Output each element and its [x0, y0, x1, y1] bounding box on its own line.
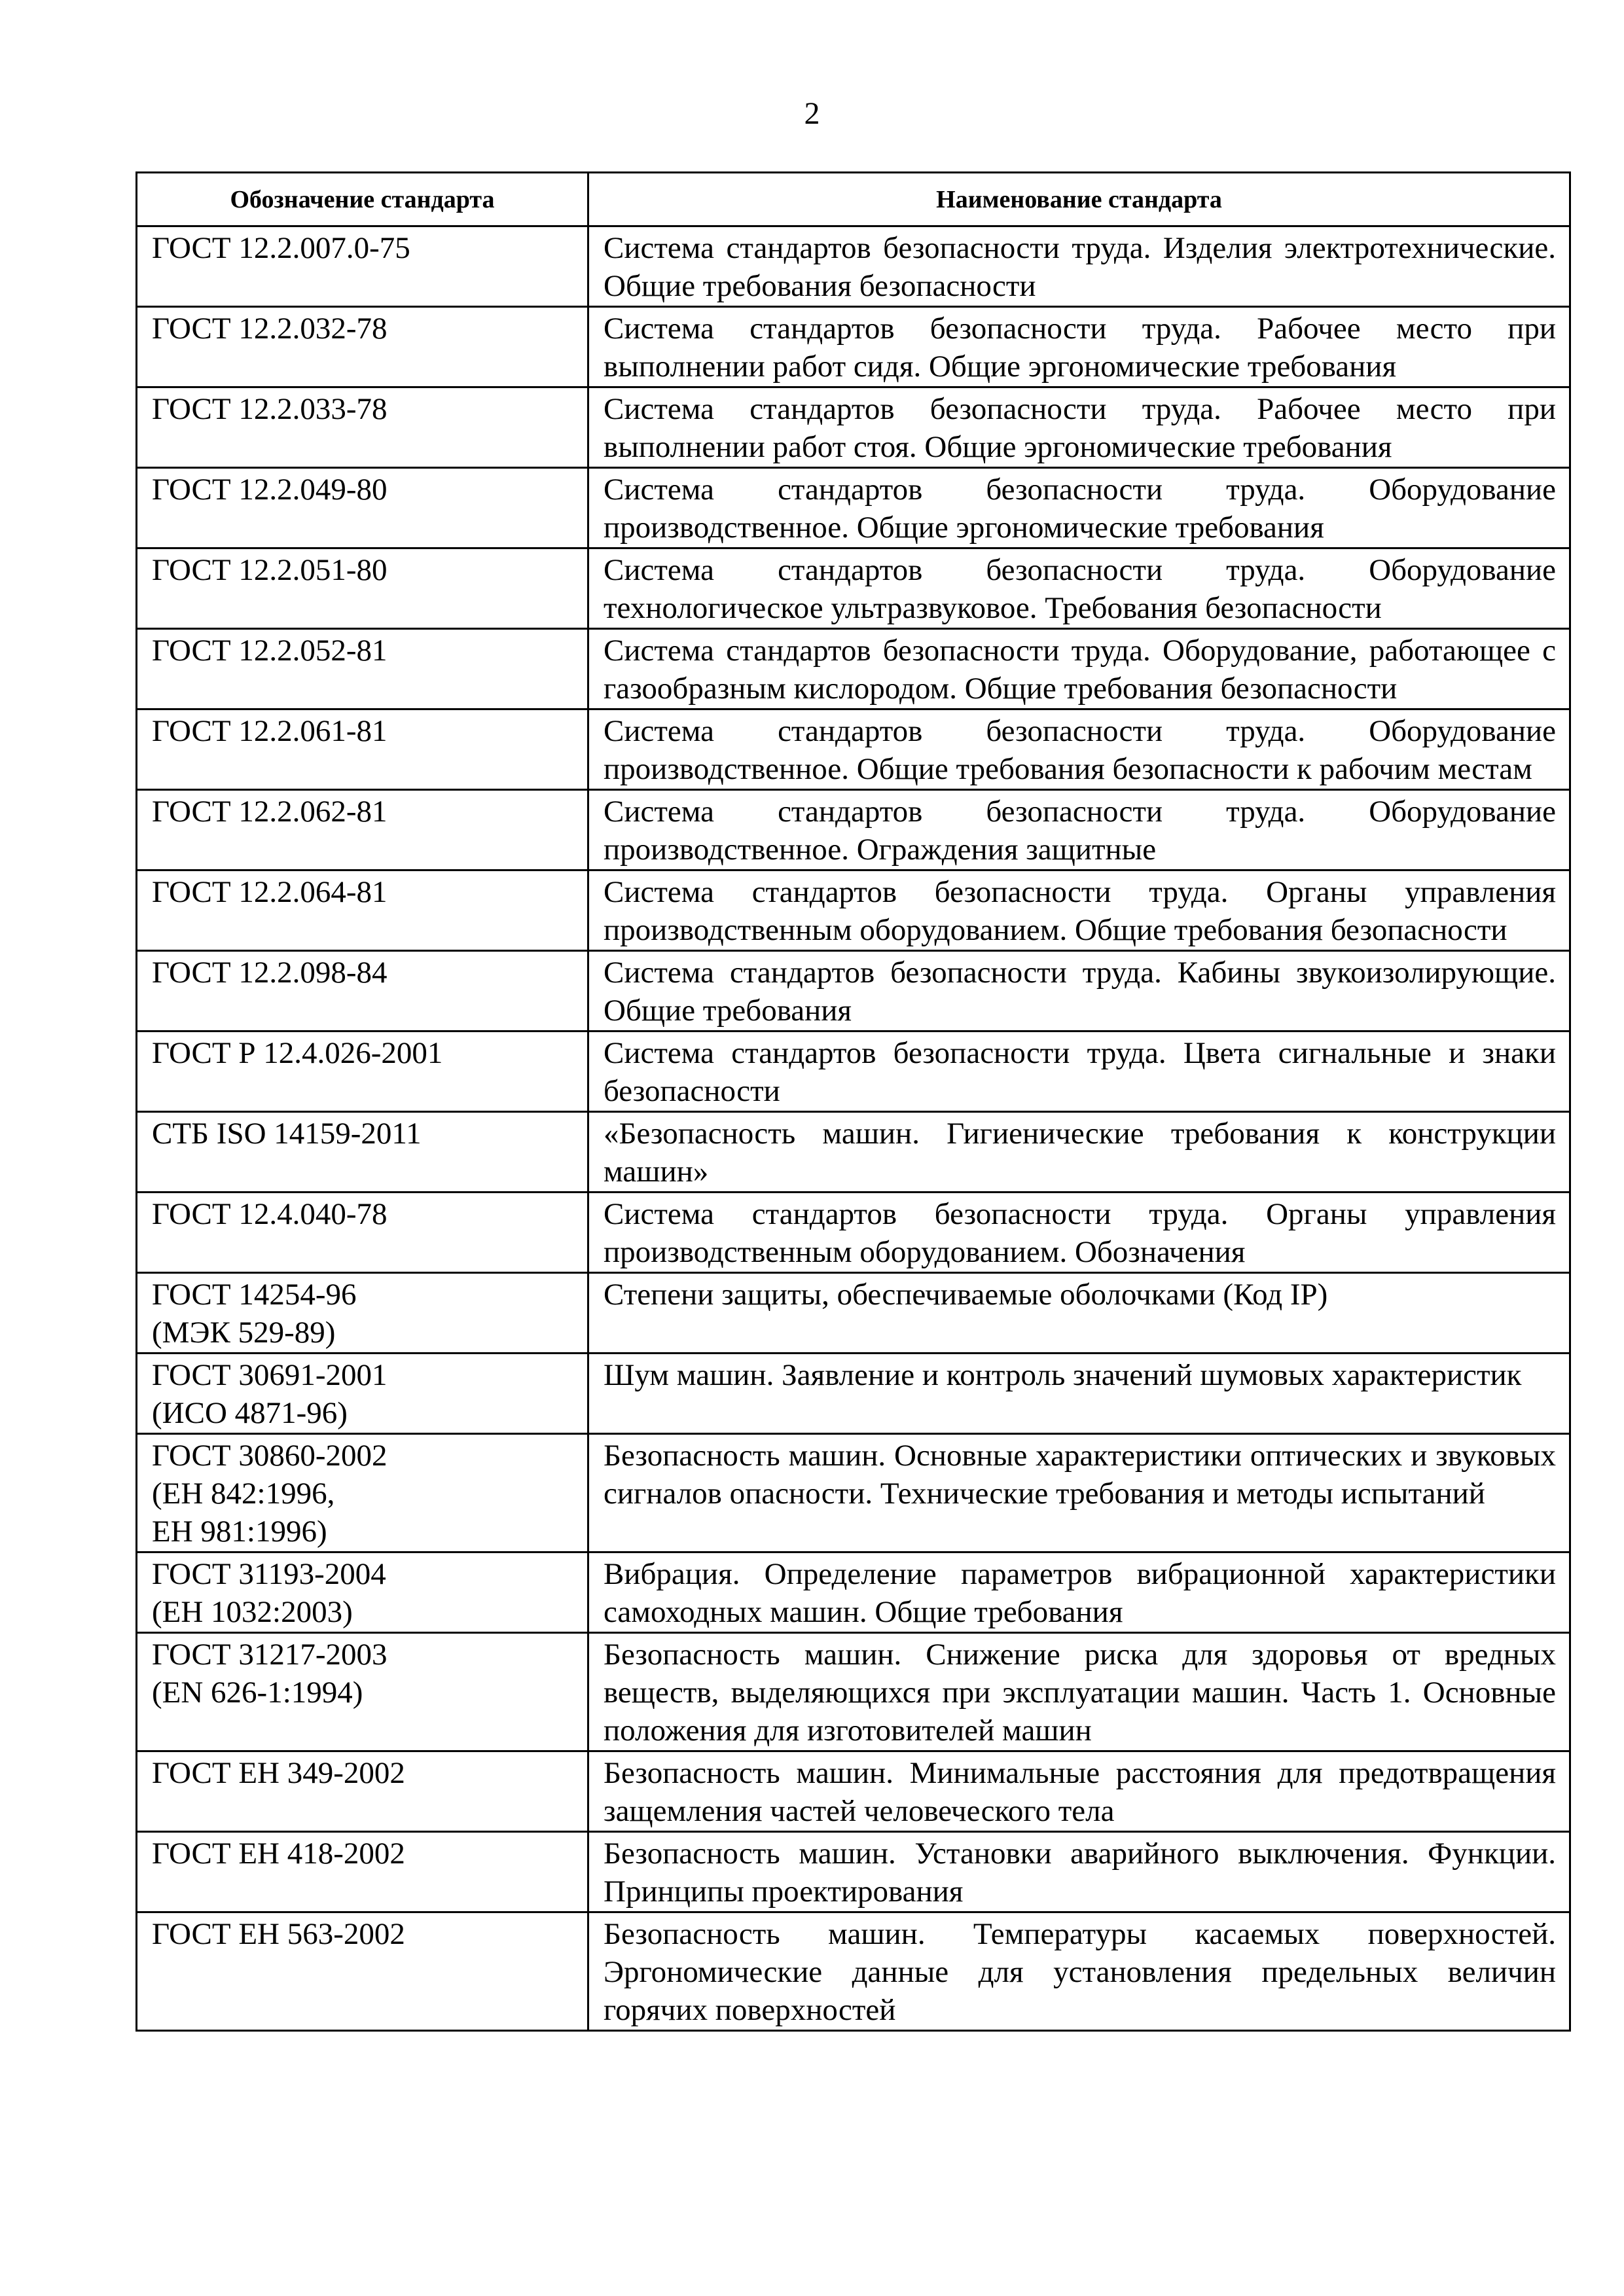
- standard-name: Система стандартов безопасности труда. Органы управления производственным оборудованием. Обозначения: [588, 1193, 1570, 1273]
- standard-designation: ГОСТ 12.2.052-81: [152, 634, 388, 668]
- standard-name: Шум машин. Заявление и контроль значений шумовых характеристик: [588, 1354, 1570, 1434]
- standard-designation-cell: [137, 629, 588, 709]
- standard-designation: ГОСТ 30691-2001: [152, 1358, 388, 1392]
- standard-designation-cell: [137, 1354, 588, 1434]
- standard-name: Система стандартов безопасности труда. Органы управления производственным оборудованием. Общие требования безопасности: [588, 870, 1570, 951]
- standard-designation-cell: [137, 1751, 588, 1832]
- standard-designation: ГОСТ 14254-96: [152, 1278, 357, 1312]
- standard-designation: (EN 626-1:1994): [152, 1676, 363, 1710]
- standard-designation-cell: [137, 307, 588, 387]
- standard-designation: ГОСТ 12.2.064-81: [152, 875, 388, 909]
- standard-designation-cell: [137, 709, 588, 790]
- standard-designation: (ЕН 842:1996,: [152, 1477, 335, 1511]
- standard-designation-cell: [137, 1832, 588, 1912]
- standard-designation: ГОСТ 12.2.098-84: [152, 956, 388, 990]
- standard-name: Безопасность машин. Установки аварийного выключения. Функции. Принципы проектирования: [588, 1832, 1570, 1912]
- table-row: [137, 870, 1570, 951]
- standard-name: Система стандартов безопасности труда. Рабочее место при выполнении работ стоя. Общие эргономические требования: [588, 387, 1570, 468]
- standard-designation-cell: [137, 1031, 588, 1112]
- table-row: [137, 468, 1570, 548]
- standard-designation: (ЕН 1032:2003): [152, 1595, 353, 1629]
- table-row: [137, 709, 1570, 790]
- standard-name: Система стандартов безопасности труда. Оборудование технологическое ультразвуковое. Требования безопасности: [588, 548, 1570, 629]
- standard-designation: ГОСТ 12.2.062-81: [152, 795, 388, 829]
- standard-designation: ГОСТ 31193-2004: [152, 1557, 386, 1591]
- table-row: [137, 1112, 1570, 1193]
- standard-name: Система стандартов безопасности труда. Оборудование производственное. Общие требования безопасности к рабочим местам: [588, 709, 1570, 790]
- table-header-row: [137, 173, 1570, 226]
- table-row: [137, 1912, 1570, 2031]
- standard-designation-cell: [137, 1912, 588, 2031]
- standard-name: Безопасность машин. Температуры касаемых поверхностей. Эргономические данные для установления предельных величин горячих поверхностей: [588, 1912, 1570, 2031]
- table-row: [137, 1751, 1570, 1832]
- standard-designation-cell: [137, 226, 588, 307]
- standard-designation-cell: [137, 1193, 588, 1273]
- standard-name: Система стандартов безопасности труда. Оборудование производственное. Общие эргономические требования: [588, 468, 1570, 548]
- header-name: Наименование стандарта: [588, 173, 1570, 226]
- standard-designation: ЕН 981:1996): [152, 1515, 327, 1549]
- standard-designation: (ИСО 4871-96): [152, 1396, 348, 1430]
- standard-designation: ГОСТ 12.2.032-78: [152, 312, 388, 346]
- standard-designation-cell: [137, 870, 588, 951]
- standard-designation: СТБ ISO 14159-2011: [152, 1117, 422, 1151]
- standard-name: Безопасность машин. Снижение риска для здоровья от вредных веществ, выделяющихся при эксплуатации машин. Часть 1. Основные положения для изготовителей машин: [588, 1633, 1570, 1751]
- standard-designation-cell: [137, 951, 588, 1031]
- standard-designation-cell: [137, 790, 588, 870]
- standard-designation-cell: [137, 1633, 588, 1751]
- table-row: [137, 226, 1570, 307]
- table-row: [137, 951, 1570, 1031]
- standard-designation: ГОСТ Р 12.4.026-2001: [152, 1036, 443, 1070]
- standard-designation-cell: [137, 1112, 588, 1193]
- standard-name: «Безопасность машин. Гигиенические требования к конструкции машин»: [588, 1112, 1570, 1193]
- table-row: [137, 1193, 1570, 1273]
- standard-designation-cell: [137, 1552, 588, 1633]
- table-row: [137, 629, 1570, 709]
- standard-designation: ГОСТ 12.2.051-80: [152, 553, 388, 587]
- table-row: [137, 1031, 1570, 1112]
- standard-name: Система стандартов безопасности труда. Оборудование производственное. Ограждения защитные: [588, 790, 1570, 870]
- table-row: [137, 1434, 1570, 1552]
- standard-name: Безопасность машин. Минимальные расстояния для предотвращения защемления частей человеческого тела: [588, 1751, 1570, 1832]
- table-row: [137, 1552, 1570, 1633]
- standard-designation-cell: [137, 1434, 588, 1552]
- standard-designation-cell: [137, 468, 588, 548]
- table-body: [137, 226, 1570, 2031]
- table-row: [137, 1273, 1570, 1354]
- header-designation: Обозначение стандарта: [137, 173, 588, 226]
- standard-name: Безопасность машин. Основные характеристики оптических и звуковых сигналов опасности. Технические требования и методы испытаний: [588, 1434, 1570, 1552]
- standard-designation: ГОСТ 30860-2002: [152, 1439, 388, 1473]
- table-row: [137, 790, 1570, 870]
- standard-designation: (МЭК 529-89): [152, 1316, 336, 1350]
- standard-designation-cell: [137, 1273, 588, 1354]
- standard-designation: ГОСТ 31217-2003: [152, 1638, 388, 1672]
- standard-name: Система стандартов безопасности труда. Рабочее место при выполнении работ сидя. Общие эргономические требования: [588, 307, 1570, 387]
- standard-name: Система стандартов безопасности труда. Оборудование, работающее с газообразным кислородом. Общие требования безопасности: [588, 629, 1570, 709]
- standard-designation: ГОСТ 12.2.007.0-75: [152, 231, 410, 265]
- table-row: [137, 307, 1570, 387]
- table-row: [137, 548, 1570, 629]
- standard-designation: ГОСТ 12.4.040-78: [152, 1197, 388, 1231]
- standard-name: Система стандартов безопасности труда. Кабины звукоизолирующие. Общие требования: [588, 951, 1570, 1031]
- standard-designation-cell: [137, 548, 588, 629]
- standard-designation: ГОСТ 12.2.033-78: [152, 392, 388, 426]
- standard-designation: ГОСТ ЕН 418-2002: [152, 1837, 405, 1871]
- page-number: 2: [804, 96, 820, 131]
- table-row: [137, 1354, 1570, 1434]
- standard-designation: ГОСТ ЕН 349-2002: [152, 1756, 405, 1790]
- standards-table: [135, 171, 1571, 2032]
- standard-name: Система стандартов безопасности труда. Изделия электротехнические. Общие требования безопасности: [588, 226, 1570, 307]
- standard-designation: ГОСТ 12.2.061-81: [152, 714, 388, 748]
- standard-designation: ГОСТ 12.2.049-80: [152, 473, 388, 507]
- standard-name: Система стандартов безопасности труда. Цвета сигнальные и знаки безопасности: [588, 1031, 1570, 1112]
- table-row: [137, 1633, 1570, 1751]
- standard-name: Вибрация. Определение параметров вибрационной характеристики самоходных машин. Общие требования: [588, 1552, 1570, 1633]
- table-row: [137, 387, 1570, 468]
- standard-designation-cell: [137, 387, 588, 468]
- standard-designation: ГОСТ ЕН 563-2002: [152, 1917, 405, 1951]
- standard-name: Степени защиты, обеспечиваемые оболочками (Код IP): [588, 1273, 1570, 1354]
- table-row: [137, 1832, 1570, 1912]
